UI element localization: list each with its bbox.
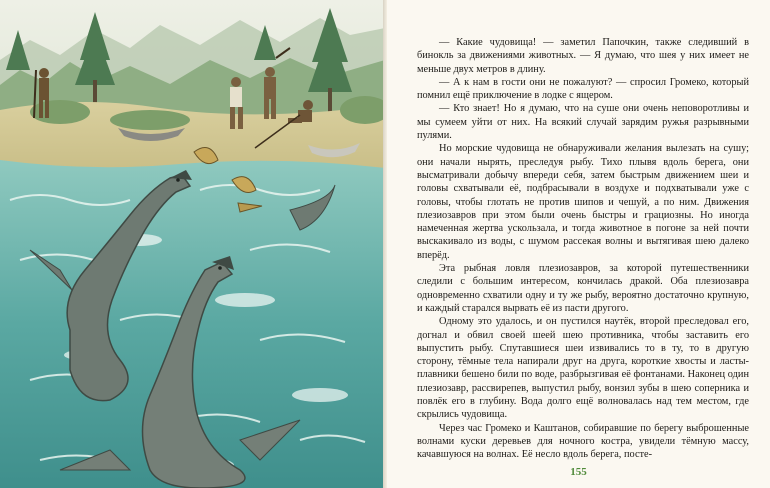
text-page	[387, 0, 770, 488]
paragraph: — А к нам в гости они не пожалуют? — спросил Громеко, который помнил ещё приключение в лодке с ящером.	[417, 76, 749, 102]
paragraph: Через час Громеко и Каштанов, собиравшие по берегу выброшенные волнами куски деревьев для ночного костра, увидели тёмную массу, качавшуюся на волнах. Её несло вдоль берега, посте-	[417, 422, 749, 461]
page-number: 155	[570, 466, 587, 478]
body-text	[417, 36, 749, 462]
paragraph: — Какие чудовища! — заметил Папочкин, также следивший в бинокль за движениями животных. — Я думаю, что шея у них имеет не меньше двух метров в длину.	[417, 37, 749, 75]
paragraph: Одному это удалось, и он пустился наутёк, второй преследовал его, догнал и обвил своей шеей шею противника, чтобы заставить его выпустить рыбу. Спутавшиеся шеи извивались то в ту, то в другую сторону, тёмные тела напирали друг на друга, короткие хвосты и ласты-плавники бешено били по воде, разбрызгивая её фонтанами. Наконец один плезиозавр, рассвирепев, выпустил рыбу, вонзил зубы в шею соперника и повлёк его в глубину. Вода долго ещё волновалась над тем местом, где скрылись чудовища.	[417, 316, 749, 421]
paragraph: Но морские чудовища не обнаруживали желания вылезать на сушу; они начали нырять, преследуя рыбу. Тихо плывя вдоль берега, они высматривали добычу впереди себя, затем быстрым движением шеи и головы схватывали её, подбрасывали в воздухе и подхватывали уже с головы, чтобы глотать не против шипов и чешуй, а по ним. Движения плезиозавров при этом были очень быстры и грациозны. Но иногда намеченная жертва ускользала, и тогда животное в погоне за ней почти выскакивало из воды, с шумом рассекая волны и вытягивая шею далеко вперёд.	[417, 143, 749, 261]
paragraph: Эта рыбная ловля плезиозавров, за которой путешественники следили с большим интересом, кончилась дракой. Оба плезиозавра одновременно схватили одну и ту же рыбу, вероятно достаточно крупную, и каждый старался вырвать её из пасти другого.	[417, 263, 749, 314]
paragraph: — Кто знает! Но я думаю, что на суше они очень неповоротливы и мы сумеем уйти от них. На всякий случай зарядим ружья разрывными пулями.	[417, 103, 749, 142]
